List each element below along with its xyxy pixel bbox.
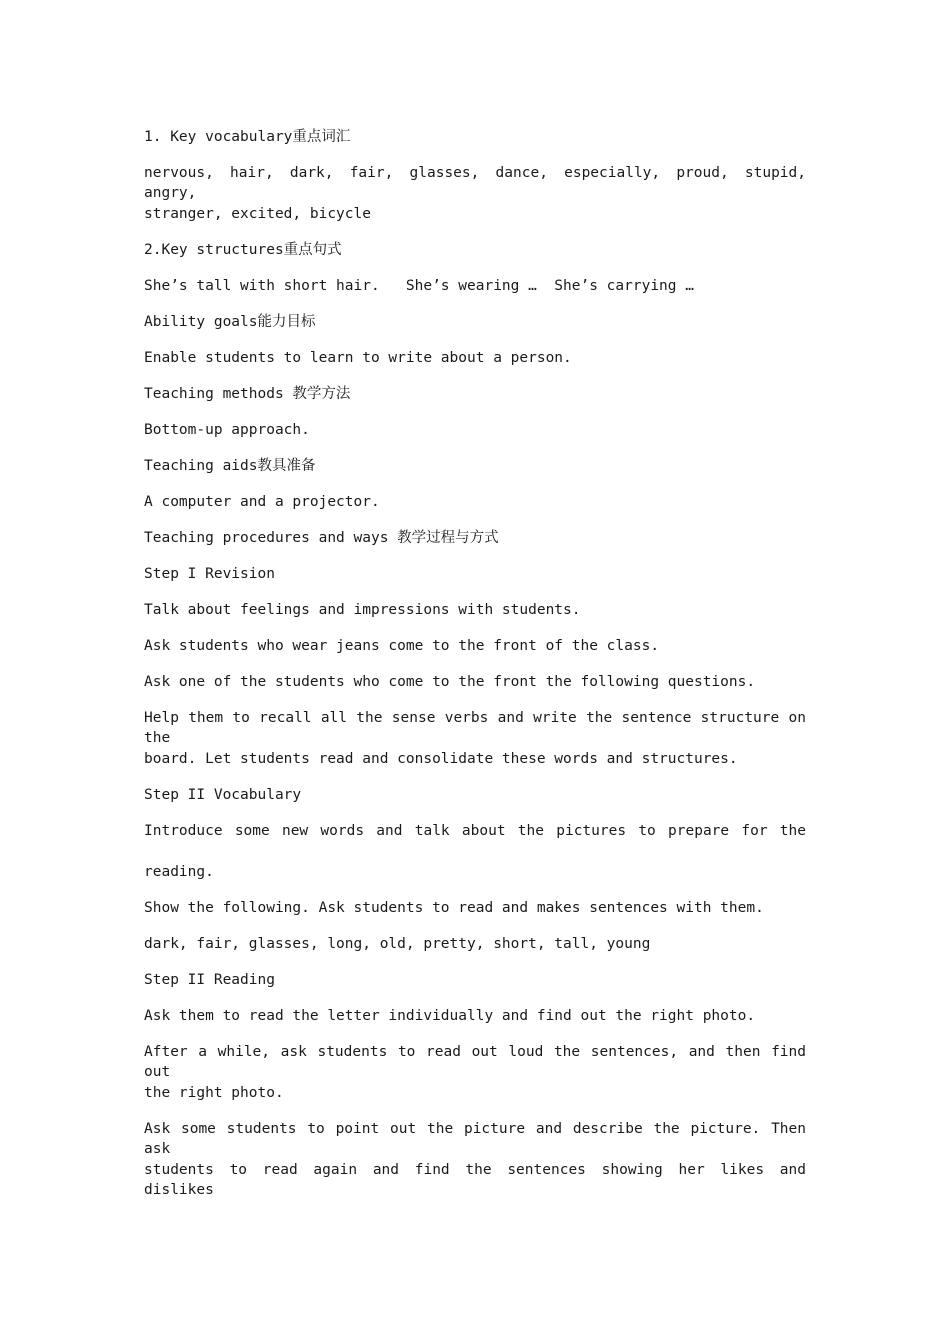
vocabulary-step-line-2: reading.: [144, 864, 214, 880]
vocabulary-list-line-2: stranger, excited, bicycle: [144, 206, 371, 222]
reading-line-5: students to read again and find the sentences showing her likes and dislikes: [144, 1162, 806, 1198]
key-structures-text: She’s tall with short hair. She’s wearing … She’s carrying …: [144, 278, 694, 294]
heading-ability-goals: Ability goals能力目标: [144, 314, 316, 330]
revision-line-1: Talk about feelings and impressions with students.: [144, 602, 581, 618]
heading-step-reading: Step II Reading: [144, 972, 275, 988]
heading-step-vocabulary: Step II Vocabulary: [144, 787, 302, 803]
ability-goals-text: Enable students to learn to write about a person.: [144, 350, 572, 366]
reading-line-4: Ask some students to point out the picture and describe the picture. Then ask: [144, 1121, 806, 1157]
vocabulary-step-word-list: dark, fair, glasses, long, old, pretty, short, tall, young: [144, 936, 651, 952]
reading-line-3: the right photo.: [144, 1085, 284, 1101]
reading-line-2: After a while, ask students to read out loud the sentences, and then find out: [144, 1044, 806, 1080]
vocabulary-step-line-1: Introduce some new words and talk about the pictures to prepare for the: [144, 823, 806, 839]
revision-line-4: Help them to recall all the sense verbs and write the sentence structure on the: [144, 710, 806, 746]
heading-teaching-methods: Teaching methods 教学方法: [144, 386, 351, 402]
heading-teaching-aids: Teaching aids教具准备: [144, 458, 316, 474]
vocabulary-step-line-3: Show the following. Ask students to read and makes sentences with them.: [144, 900, 764, 916]
heading-key-vocabulary: 1. Key vocabulary重点词汇: [144, 129, 351, 145]
revision-line-3: Ask one of the students who come to the front the following questions.: [144, 674, 756, 690]
reading-line-1: Ask them to read the letter individually and find out the right photo.: [144, 1008, 756, 1024]
heading-teaching-procedures: Teaching procedures and ways 教学过程与方式: [144, 530, 499, 546]
heading-step-revision: Step I Revision: [144, 566, 275, 582]
revision-line-5: board. Let students read and consolidate these words and structures.: [144, 751, 738, 767]
teaching-methods-text: Bottom-up approach.: [144, 422, 310, 438]
teaching-aids-text: A computer and a projector.: [144, 494, 380, 510]
heading-key-structures: 2.Key structures重点句式: [144, 242, 342, 258]
revision-line-2: Ask students who wear jeans come to the front of the class.: [144, 638, 660, 654]
vocabulary-list-line-1: nervous, hair, dark, fair, glasses, dance, especially, proud, stupid, angry,: [144, 165, 806, 201]
